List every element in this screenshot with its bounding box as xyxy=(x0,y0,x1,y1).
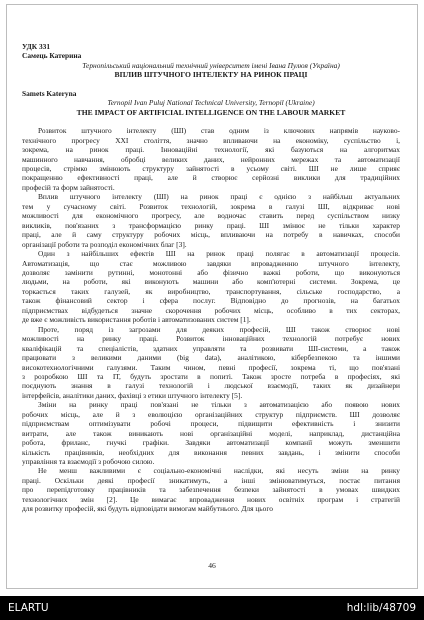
document-body xyxy=(22,42,400,514)
paragraph-line: можливості на ринку праці. Розвиток інноваційних технологій потребує нових xyxy=(22,334,400,344)
repository-footer-bar xyxy=(0,596,424,620)
paragraph-line: поєднують знання в галузі технологій і людської взаємодії, таких як дизайнери xyxy=(22,381,400,391)
paragraph-line: для розвитку професій, які будуть відповідати вимогам майбутнього. Для цього xyxy=(22,504,273,514)
paragraph-line: витрати, але також виникають нові організаційні моделі, наприклад, дистанційна xyxy=(22,428,400,438)
paragraph-line: процесів, стрімко змінюють структуру зайнятості в усьому світі. ШІ не лише сприяє xyxy=(22,163,400,173)
spacer xyxy=(22,80,400,89)
paragraph-line: кількість працівників, необхідних для виконання певних завдань, і змінити способи xyxy=(22,447,400,457)
paragraph-line: дозволяє замінити рутинні, монотонні або фізично важкі роботи, що виконуються xyxy=(22,267,400,277)
paragraph-line: про перепідготовку працівників та забезпечення безпеки зайнятості в умовах швидких xyxy=(22,485,400,495)
paragraph-line: з розробкою ШІ та ІТ, будуть зростати в попиті. Також зросте потреба в професіях, які xyxy=(22,371,400,381)
body-paragraph xyxy=(22,400,400,466)
body-paragraph xyxy=(22,126,400,192)
repository-name: ELARTU xyxy=(8,602,49,614)
paragraph-line: зокрема, на ринок праці. Інноваційні технології, які базуються на алгоритмах xyxy=(22,145,400,155)
handle-identifier: hdl:lib/48709 xyxy=(346,602,416,614)
page-number: 46 xyxy=(208,561,216,570)
paragraph-line: тем у сучасному світі. Розвиток технологій, зокрема в галузі ШІ, відкриває нові xyxy=(22,201,400,211)
paragraph-line: технічного прогресу XXI століття, значно впливаючи на економіку, суспільство і, xyxy=(22,135,400,145)
paragraph-line: викликів, пов'язаних з трансформацією ринку праці. ШІ змінює не тільки характер xyxy=(22,220,400,230)
paragraph-line: Зміни на ринку праці пов'язані не тільки з автоматизацією або появою нових xyxy=(38,400,400,410)
paragraph-line: Вплив штучного інтелекту (ШІ) на ринок праці є однією з найбільш актуальних xyxy=(38,192,400,202)
affiliation-ua: Тернопільський національний технічний університет імені Івана Пулюя (Україна) xyxy=(82,60,340,70)
paragraph-line: праці, але й саму структуру робочих місць, впливаючи на потребу в навичках, способи xyxy=(22,230,400,240)
paragraph-line: можливості для економічного прогресу, але водночас ставить перед суспільством низку xyxy=(22,211,400,221)
paragraph-line: праці. Оскільки деякі професії зникатимуть, а інші змінюватимуться, постає питання xyxy=(22,475,400,485)
paragraph-line: високотехнологічними галузями. Таким чином, певні професії, зокрема ті, що пов'язані xyxy=(22,362,400,372)
title-en: THE IMPACT OF ARTIFICIAL INTELLIGENCE ON THE LABOUR MARKET xyxy=(76,107,346,117)
paragraph-line: працювати з великими даними (big data), аналітикою, кібербезпекою та іншими xyxy=(22,353,400,363)
affiliation-en: Ternopil Ivan Puluj National Technical University, Ternopil (Ukraine) xyxy=(107,98,315,108)
paragraph-line: Не менш важливими є соціально-економічні наслідки, які несуть зміни на ринку xyxy=(38,466,400,476)
spacer xyxy=(22,117,400,126)
paragraph-line: торкається таких галузей, як виробництво, транспортування, сільське господарство, а xyxy=(22,286,400,296)
paragraph-line: машинного навчання, обробці великих даних, нейронних мережах та автоматизації xyxy=(22,154,400,164)
paragraph-line: людьми, на роботи, які виконують машини або комп'ютерні системи. Зокрема, це xyxy=(22,277,400,287)
author-ua: Самець Катерина xyxy=(22,51,82,61)
author-en: Samets Kateryna xyxy=(22,88,77,98)
paragraph-line: технологічних змін [2]. Це вимагає впровадження нових освітніх програм і стратегій xyxy=(22,494,400,504)
body-paragraph xyxy=(22,192,400,249)
paragraph-line: управління та взаємодії з робочою силою. xyxy=(22,457,155,467)
paragraph-line: організації роботи та розподіл економічних благ [3]. xyxy=(22,239,187,249)
paragraph-line: Автоматизація, що стає можливою завдяки впровадженню штучного інтелекту, xyxy=(22,258,400,268)
paragraph-line: також фінансовий сектор і сфера послуг. Відповідно до прогнозів, на багатьох xyxy=(22,296,400,306)
body-paragraph xyxy=(22,466,400,513)
paragraph-line: Розвиток штучного інтелекту (ШІ) став одним із ключових напрямів науково- xyxy=(38,126,400,136)
paragraph-line: робота, фриланс, гнучкі графіки. Завдяки автоматизації компанії можуть зменшити xyxy=(22,438,400,448)
paragraph-line: Проте, поряд із загрозами для деяких професій, ШІ також створює нові xyxy=(38,324,400,334)
body-paragraphs xyxy=(22,126,400,514)
paragraph-line: покращенню ефективності праці, але й створює серйозні виклики для традиційних xyxy=(22,173,400,183)
body-paragraph xyxy=(22,249,400,325)
paragraph-line: професій та форм зайнятості. xyxy=(22,182,115,192)
paragraph-line: підприємствам оптимізувати робочі процеси, підвищити ефективність і знизити xyxy=(22,419,400,429)
paragraph-line: де вже є можливість використання роботів і автоматизованих систем [1]. xyxy=(22,315,251,325)
paragraph-line: робочих місць, але й з еволюцією організаційних структур підприємств. ШІ дозволяє xyxy=(22,409,400,419)
paragraph-line: підприємствах відбудеться значне скорочення робочих місць, особливо в тих секторах, xyxy=(22,305,400,315)
paragraph-line: інтерфейсів, аналітики даних, фахівці з етики штучного інтелекту [5]. xyxy=(22,390,243,400)
paragraph-line: кваліфікацій та спеціалістів, здатних управляти та розвивати ШІ-системи, а також xyxy=(22,343,400,353)
title-ua: ВПЛИВ ШТУЧНОГО ІНТЕЛЕКТУ НА РИНОК ПРАЦІ xyxy=(114,70,308,80)
body-paragraph xyxy=(22,325,400,401)
paragraph-line: Один з найбільших ефектів ШІ на ринок праці полягає в автоматизації процесів. xyxy=(38,249,400,259)
udk-code: УДК 331 xyxy=(22,42,51,51)
